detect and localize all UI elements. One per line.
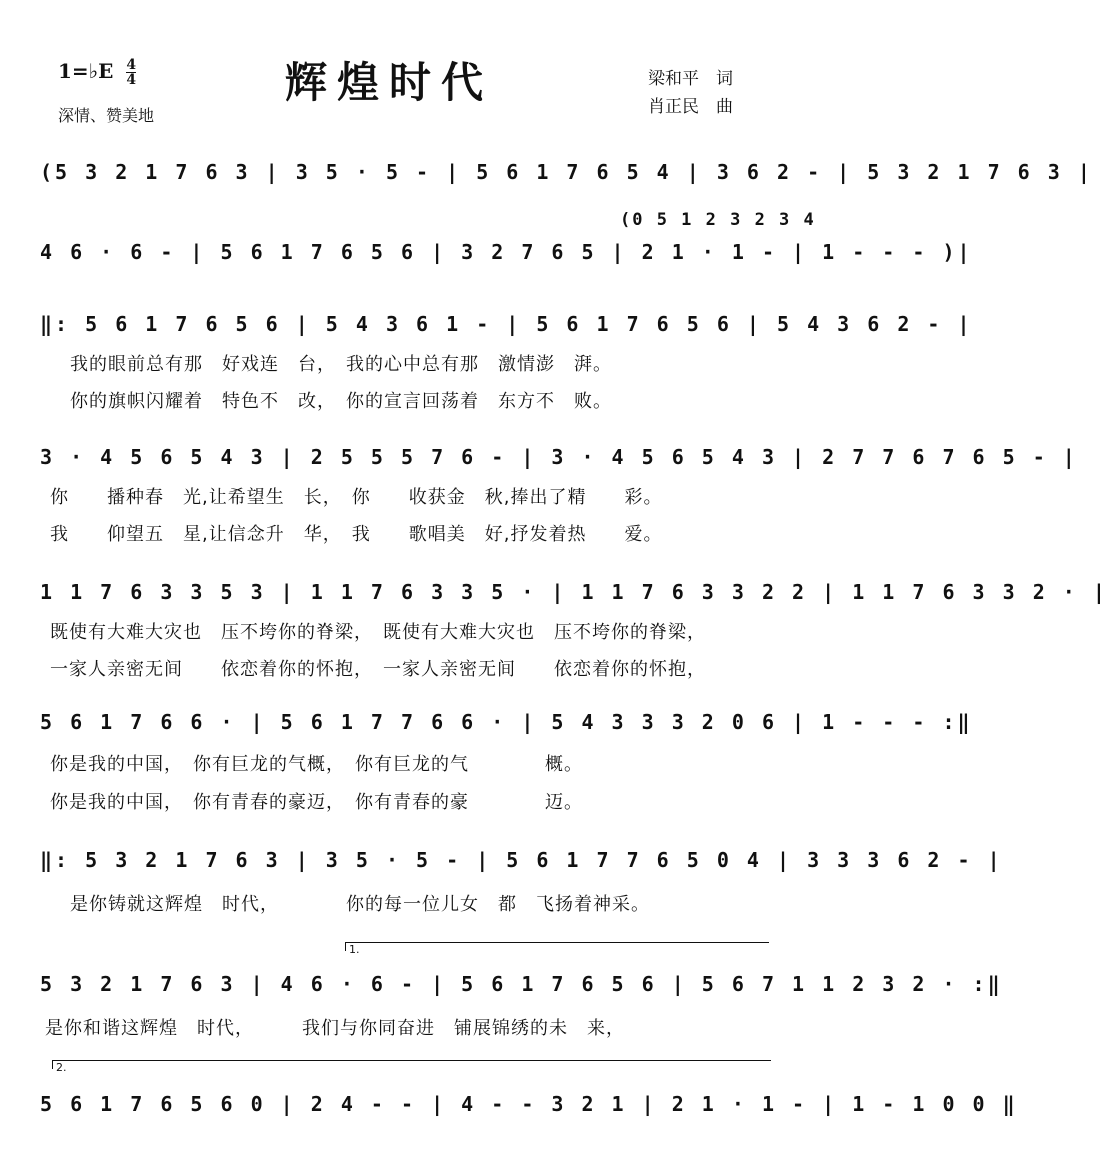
key-label: 1=♭E (58, 59, 114, 83)
lyric-verse-1: 是你和谐这辉煌 时代， 我们与你同奋进 铺展锦绣的未 来， (45, 1018, 625, 1039)
lyric-verse-2: 你是我的中国， 你有青春的豪迈， 你有青春的豪 迈。 (50, 792, 583, 813)
score-system-6 (40, 710, 973, 813)
score-system-1 (40, 160, 1093, 200)
notation-line: ‖: 5 6 1 7 6 5 6 | 5 4 3 6 1 - | 5 6 1 7 6 5 6 | 5 4 3 6 2 - | (40, 312, 973, 336)
score-system-2 (40, 210, 973, 280)
notation-line: 5 3 2 1 7 6 3 | 4 6 · 6 - | 5 6 1 7 6 5 6 | 5 6 7 1 1 2 3 2 · :‖ (40, 972, 1003, 996)
lyric-verse-1: 你 播种春 光,让希望生 长， 你 收获金 秋,捧出了精 彩。 (50, 487, 663, 508)
score-system-9 (40, 1092, 1018, 1132)
score-system-5 (40, 580, 1108, 680)
score-system-7 (40, 848, 1003, 918)
composer-credit: 肖正民 曲 (648, 97, 733, 117)
lyric-verse-1: 我的眼前总有那 好戏连 台， 我的心中总有那 激情澎 湃。 (70, 354, 612, 375)
lyric-verse-2: 我 仰望五 星,让信念升 华， 我 歌唱美 好,抒发着热 爱。 (50, 524, 663, 545)
notation-line: (5 3 2 1 7 6 3 | 3 5 · 5 - | 5 6 1 7 6 5 4 | 3 6 2 - | 5 3 2 1 7 6 3 | (40, 160, 1093, 184)
lyric-verse-2: 一家人亲密无间 依恋着你的怀抱， 一家人亲密无间 依恋着你的怀抱， (50, 659, 706, 680)
lyric-verse-2: 你的旗帜闪耀着 特色不 改， 你的宣言回荡着 东方不 败。 (70, 391, 612, 412)
tempo-marking: 深情、赞美地 (58, 106, 155, 125)
song-title: 辉煌时代 (285, 58, 494, 107)
notation-line: 5 6 1 7 6 6 · | 5 6 1 7 7 6 6 · | 5 4 3 3 3 2 0 6 | 1 - - - :‖ (40, 710, 973, 734)
score-system-8 (40, 972, 1003, 1042)
score-system-3 (40, 312, 973, 412)
score-system-4 (40, 445, 1078, 545)
lyric-verse-1: 是你铸就这辉煌 时代， 你的每一位儿女 都 飞扬着神采。 (70, 894, 650, 915)
notation-line: 3 · 4 5 6 5 4 3 | 2 5 5 5 7 6 - | 3 · 4 5 6 5 4 3 | 2 7 7 6 7 6 5 - | (40, 445, 1078, 469)
notation-line: 1 1 7 6 3 3 5 3 | 1 1 7 6 3 3 5 · | 1 1 7 6 3 3 2 2 | 1 1 7 6 3 3 2 · | (40, 580, 1108, 604)
volta-bracket-1: 1. (345, 942, 769, 951)
lyricist-credit: 梁和平 词 (648, 69, 733, 89)
pickup-notation: (0 5 1 2 3 2 3 4 (620, 210, 816, 230)
lyric-verse-1: 既使有大难大灾也 压不垮你的脊梁， 既使有大难大灾也 压不垮你的脊梁， (50, 622, 706, 643)
notation-line: 4 6 · 6 - | 5 6 1 7 6 5 6 | 3 2 7 6 5 | 2 1 · 1 - | 1 - - - )| (40, 240, 973, 264)
volta-bracket-2: 2. (52, 1060, 771, 1069)
time-signature: $\frac{4}{4}$ (126, 57, 137, 88)
notation-line: 5 6 1 7 6 5 6 0 | 2 4 - - | 4 - - 3 2 1 | 2 1 · 1 - | 1 - 1 0 0 ‖ (40, 1092, 1018, 1116)
lyric-verse-1: 你是我的中国， 你有巨龙的气概， 你有巨龙的气 概。 (50, 754, 583, 775)
notation-line: ‖: 5 3 2 1 7 6 3 | 3 5 · 5 - | 5 6 1 7 7 6 5 0 4 | 3 3 3 6 2 - | (40, 848, 1003, 872)
key-signature (58, 58, 136, 87)
